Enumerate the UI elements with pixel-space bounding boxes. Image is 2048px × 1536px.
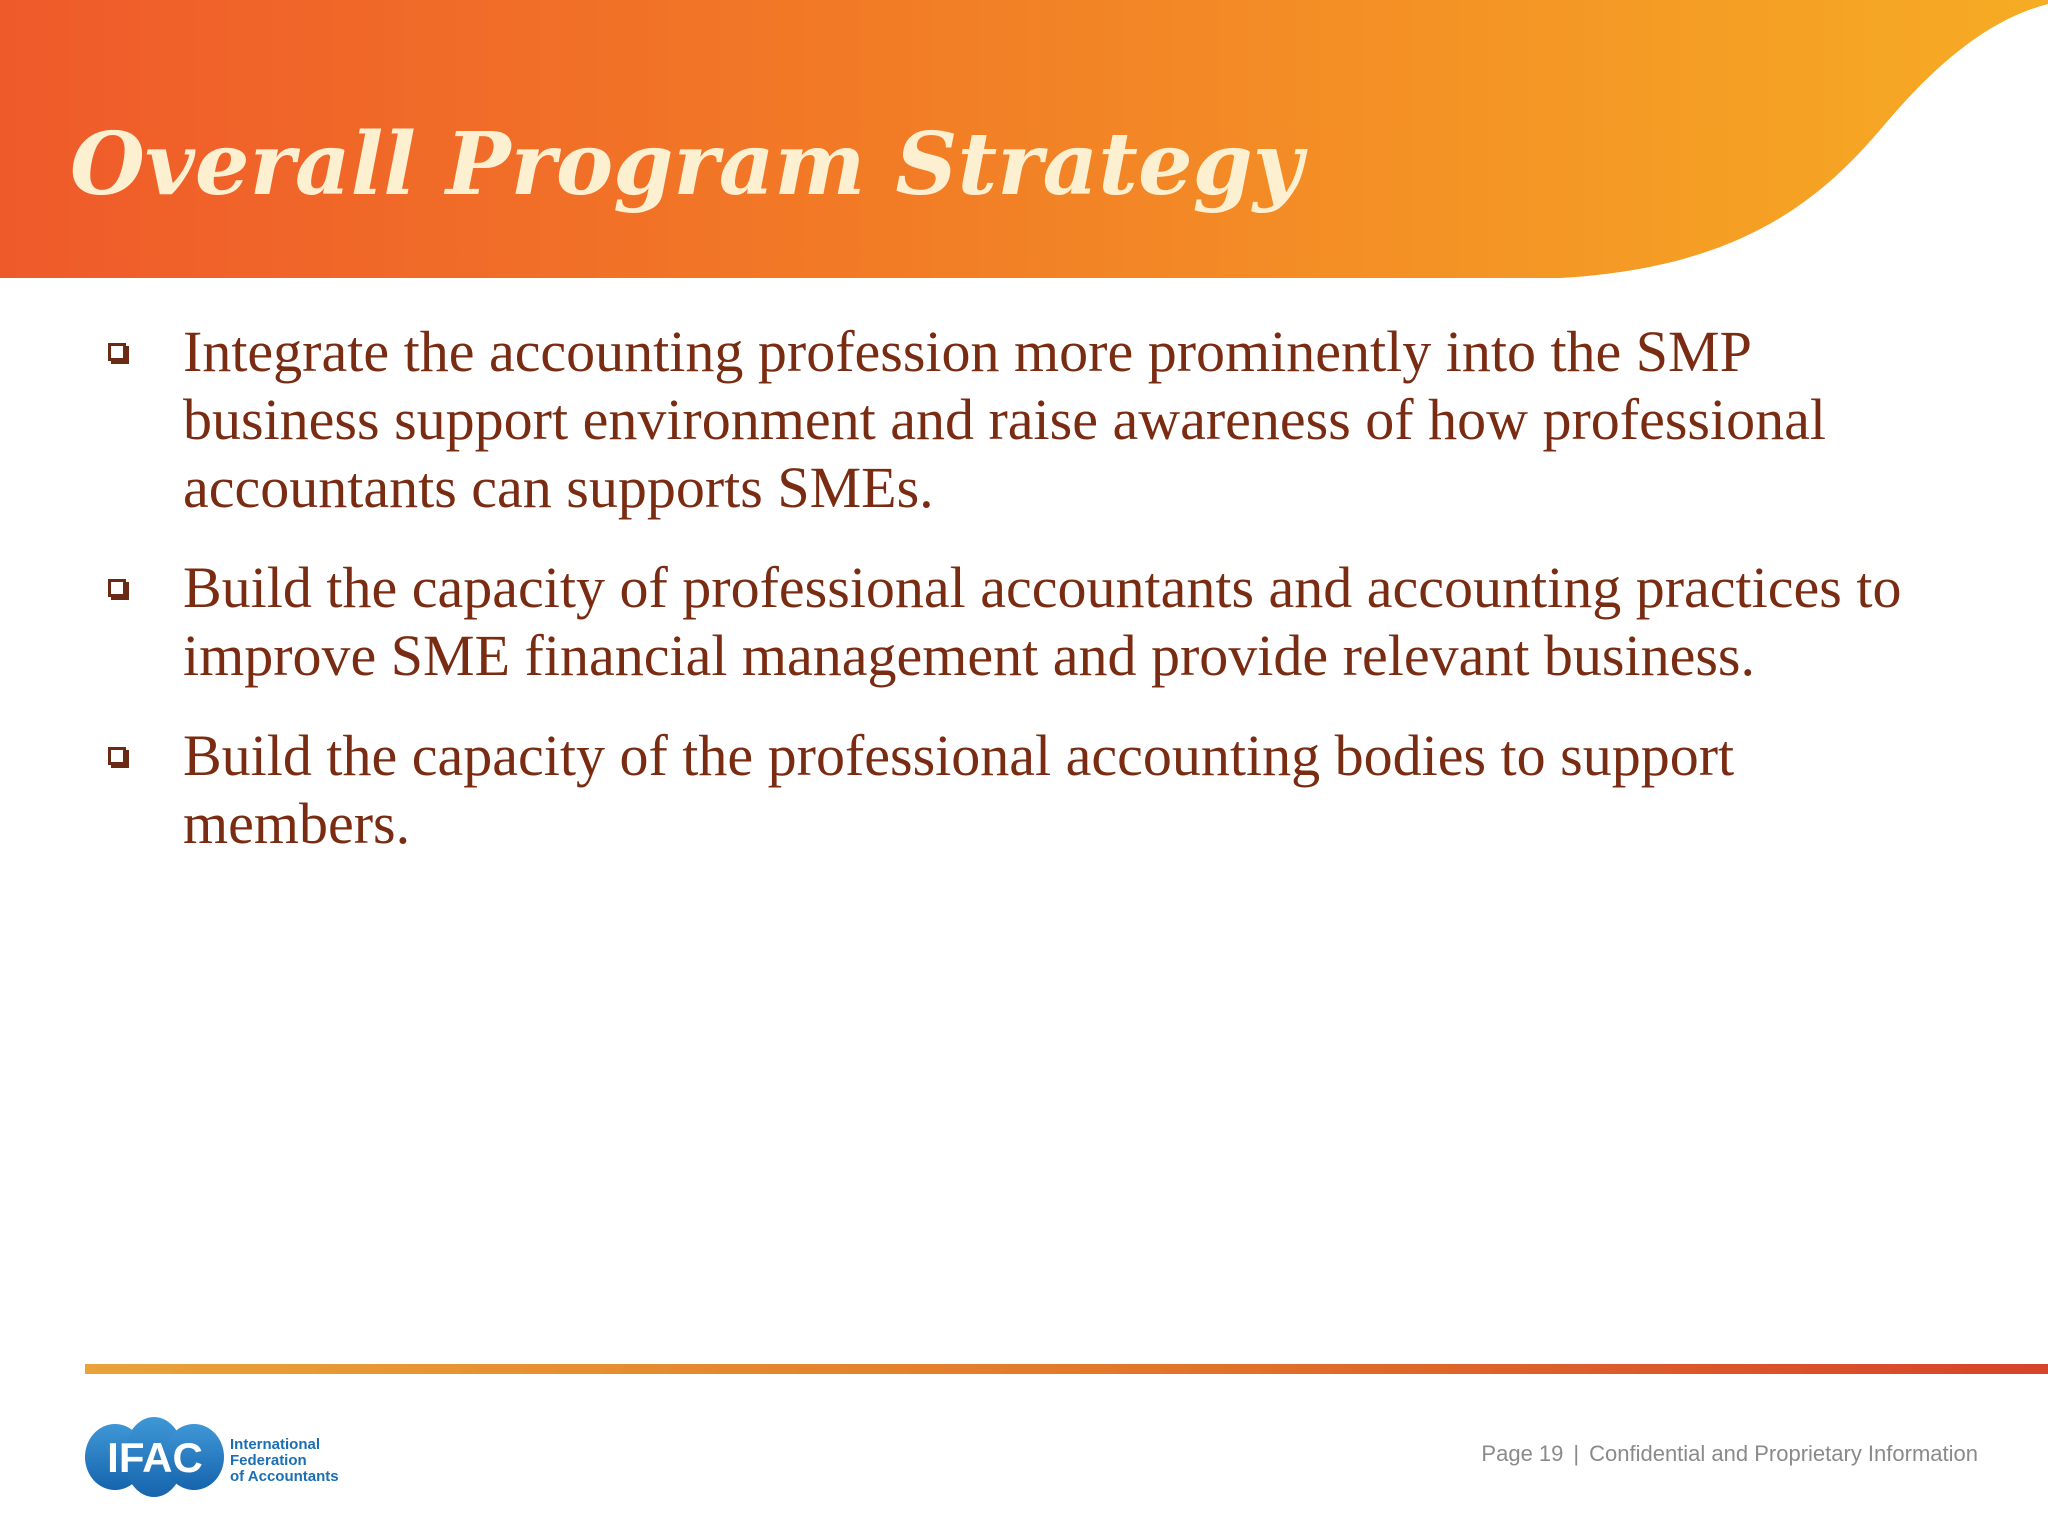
list-item	[108, 554, 1948, 690]
confidential-notice: Confidential and Proprietary Information	[1589, 1441, 1978, 1466]
bullet-text: Build the capacity of professional accountants and accounting practices to improve SME financial management and provide relevant business.	[183, 555, 1902, 688]
logo-line: International	[230, 1436, 321, 1453]
square-bullet-icon	[108, 579, 126, 597]
square-bullet-icon	[108, 747, 126, 765]
page-number: Page 19	[1481, 1441, 1564, 1466]
bullet-list	[108, 318, 1948, 890]
square-bullet-icon	[108, 343, 126, 361]
slide-title: Overall Program Strategy	[70, 114, 1303, 215]
footer-separator: |	[1573, 1441, 1580, 1466]
bullet-text: Build the capacity of the professional accounting bodies to support members.	[183, 723, 1735, 856]
list-item	[108, 722, 1948, 858]
footer-divider	[85, 1364, 2048, 1374]
logo-wordmark	[230, 1437, 339, 1485]
list-item	[108, 318, 1948, 522]
logo-abbr: IFAC	[107, 1434, 203, 1481]
bullet-text: Integrate the accounting profession more prominently into the SMP business support environment and raise awareness of how professional accountants can supports SMEs.	[183, 319, 1826, 520]
logo-line: Federation	[230, 1452, 307, 1469]
logo-line: of Accountants	[230, 1468, 339, 1485]
footer-info	[1481, 1441, 1978, 1467]
